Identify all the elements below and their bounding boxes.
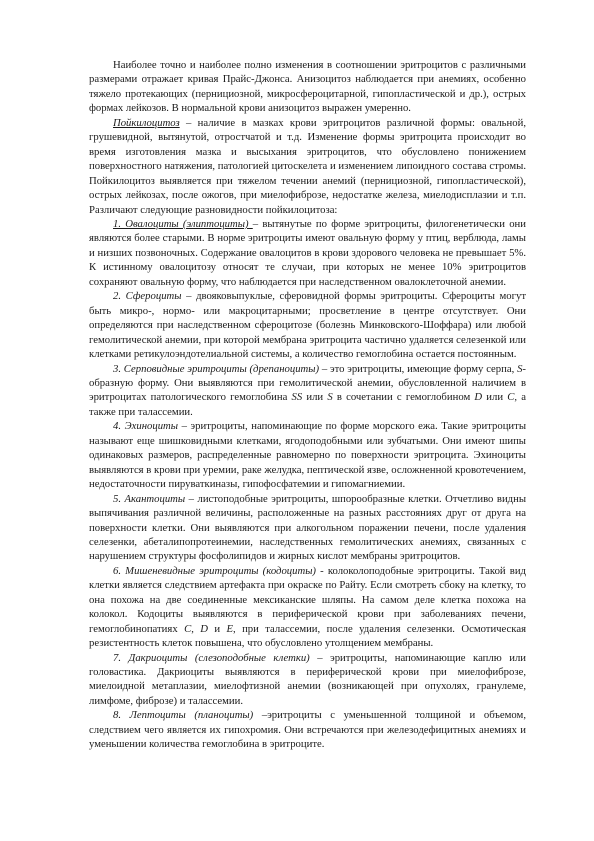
term-spherocytes: 2. Сфероциты (113, 290, 182, 303)
hb-d-letter-2: D (200, 622, 208, 635)
paragraph-codocytes (89, 564, 526, 651)
term-acanthocytes: 5. Акантоциты (113, 492, 186, 505)
paragraph-echinocytes (89, 419, 526, 491)
hb-c-letter: C (507, 391, 515, 404)
drepanocytes-text-d: в сочетании с гемоглобином (332, 391, 475, 404)
hb-s-letter-2: S (327, 391, 333, 404)
term-codocytes: 6. Мишеневидные эритроциты (кодоциты) (113, 564, 316, 577)
acanthocytes-text: – листоподобные эритроциты, шпорообразные клетки. Отчетливо видны выпячивания различной величины, расположенные на разных расстояниях друг от друга на поверхности клетки. Они выявляются при алкогольном поражении печени, после удаления селезенки, абеталипопротеинемии, наследственных гемолитических анемиях, связанных с нарушением структуры фосфолипидов и жирных кислот мембраны эритроцитов. (89, 492, 526, 563)
hb-ss-letters: SS (291, 391, 303, 404)
spherocytes-text: – двояковыпуклые, сферовидной формы эритроциты. Сфероциты могут быть микро-, нормо- или макроцитарными; просветление в центре отсутствует. Они определяются при наследственном сфероцитозе (болезнь Минковского-Шоффара) или любой гемолитической анемии, при которой мембрана эритроцита частично удаляется селезенкой или клетками ретикулоэндотелиальной системы, а количество гемоглобина остается постоянным. (89, 290, 526, 361)
hb-d-letter: D (474, 391, 483, 404)
hb-c-letter-2: C (184, 622, 192, 635)
paragraph-ovalocytes (89, 217, 526, 289)
ovalocytes-text: – вытянутые по форме эритроциты, филогенетически они являются более старыми. В норме эритроциты имеют овальную форму у птиц, верблюда, ламы и низших позвоночных. Содержание овалоцитов в крови здорового человека не превышает 5%. К истинному овалоцитозу относят те случаи, при которых не менее 10% эритроцитов сохраняют овальную форму, что наблюдается при наследственном овалоклеточной анемии. (89, 217, 526, 288)
drepanocytes-text-b: -образную форму. Они выявляются при гемолитической анемии, обусловленной наличием в эритроцитах патологического гемоглобина (89, 362, 526, 404)
dacryocytes-text: – эритроциты, напоминающие каплю или головастика. Дакриоциты выявляются в периферической крови при миелофиброзе, миелоидной метаплазии, миелофтизной анемии (возникающей при опухолях, гранулеме, лимфоме, фиброзе) и талассемии. (89, 651, 526, 707)
drepanocytes-text-e: или (482, 391, 508, 404)
drepanocytes-text-f: , а также при талассемии. (89, 391, 527, 418)
document-page (89, 58, 526, 752)
term-dacryocytes: 7. Дакриоциты (слезоподобные клетки) (113, 651, 310, 664)
paragraph-poikilocytosis (89, 116, 526, 217)
poikilocytosis-text: – наличие в мазках крови эритроцитов различной формы: овальной, грушевидной, вытянутой, отростчатой и т.д. Изменение формы эритроцита происходит во время изготовления мазка и высыхания эритроцитов, что обусловлено понижением поверхностного натяжения, патологией цитоскелета и изменением липоидного состава стромы. Пойкилоцитоз выявляется при тяжелом течении анемий (пернициозной, гипопластической), острых лейкозах, после ожогов, при миелофиброзе, недостатке железа, миелодисплазии и т.п. Различают следующие разновидности пойкилоцитоза: (89, 116, 526, 216)
echinocytes-text: – эритроциты, напоминающие по форме морского ежа. Такие эритроциты называют еще шишковидными клетками, ягодоподобными или зубчатыми. Они имеют шипы одинаковых размеров, распределенные равномерно по поверхности эритроцита. Эхиноциты выявляются в крови при уремии, раке желудка, пептической язве, осложненной кровотечением, недостаточности пируваткиназы, гипофосфатемии и гипомагниемии. (89, 420, 526, 491)
paragraph-leptocytes (89, 708, 526, 751)
paragraph-drepanocytes (89, 362, 526, 420)
paragraph-spherocytes (89, 289, 526, 361)
term-drepanocytes: 3. Серповидные эритроциты (дрепаноциты) (113, 362, 320, 375)
term-ovalocytes: 1. Овалоциты (элиптоциты) (113, 217, 253, 230)
codocytes-sep-1: , (191, 622, 201, 635)
codocytes-sep-2: и (207, 622, 227, 635)
hb-e-letter: E (226, 622, 234, 635)
term-echinocytes: 4. Эхиноциты (113, 420, 178, 433)
hb-s-letter: S (517, 362, 523, 375)
codocytes-text-a: - колоколоподобные эритроциты. Такой вид клетки является следствием артефакта при окраске по Райту. Если смотреть сбоку на клетку, то она похожа на две соединенные мексиканские шляпы. На самом деле клетка похожа на колокол. Кодоциты выявляются в периферической крови при заболеваниях печени, гемоглобинопатиях (89, 564, 526, 635)
paragraph-acanthocytes (89, 492, 526, 564)
drepanocytes-text-c: или (302, 391, 328, 404)
paragraph-dacryocytes (89, 651, 526, 709)
codocytes-text-b: , при талассемии, после удаления селезенки. Осмотическая резистентность клеток повышена, что обусловлено утолщением мембраны. (89, 622, 526, 650)
intro-text: Наиболее точно и наиболее полно изменения в соотношении эритроцитов с различными размерами отражает кривая Прайс-Джонса. Анизоцитоз наблюдается при анемиях, особенно тяжело протекающих (пернициозной, микросфероцитарной, гипопластической и др.), острых формах лейкозов. В нормальной крови анизоцитоз выражен умеренно. (89, 59, 526, 115)
drepanocytes-text-a: – это эритроциты, имеющие форму серпа, (319, 362, 518, 375)
term-leptocytes: 8. Лептоциты (планоциты) (113, 709, 254, 722)
term-poikilocytosis: Пойкилоцитоз (113, 116, 180, 129)
paragraph-intro (89, 58, 526, 116)
leptocytes-text: –эритроциты с уменьшенной толщиной и объемом, следствием чего является их гипохромия. Они встречаются при железодефицитных анемиях и уменьшении количества гемоглобина в эритроците. (89, 709, 526, 751)
